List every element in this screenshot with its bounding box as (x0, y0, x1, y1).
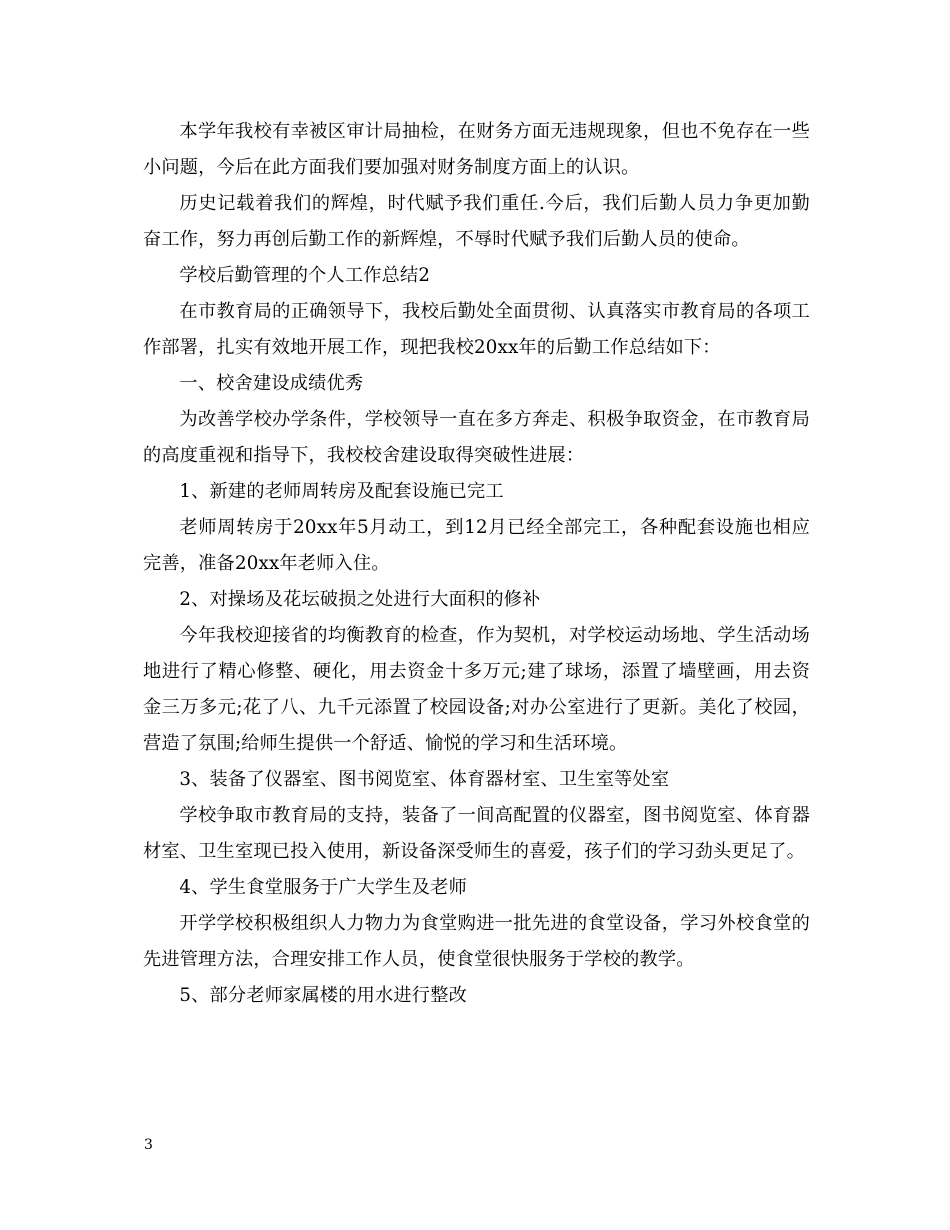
paragraph-intro: 在市教育局的正确领导下，我校后勤处全面贯彻、认真落实市教育局的各项工作部署，扎实有效地开展工作，现把我校20xx年的后勤工作总结如下： (143, 301, 810, 358)
paragraph-audit: 本学年我校有幸被区审计局抽检，在财务方面无违规现象，但也不免存在一些小问题，今后在此方面我们要加强对财务制度方面上的认识。 (143, 121, 810, 178)
paragraph-building: 为改善学校办学条件，学校领导一直在多方奔走、积极争取资金，在市教育局的高度重视和指导下，我校校舍建设取得突破性进展： (143, 409, 810, 466)
document-body (143, 114, 810, 1014)
paragraph-history: 历史记载着我们的辉煌，时代赋予我们重任.今后，我们后勤人员力争更加勤奋工作，努力再创后勤工作的新辉煌，不辱时代赋予我们后勤人员的使命。 (143, 193, 810, 250)
page-number: 3 (144, 1137, 153, 1153)
heading-school-building: 一、校舍建设成绩优秀 (179, 373, 364, 394)
item-1-text: 老师周转房于20xx年5月动工，到12月已经全部完工，各种配套设施也相应完善，准备20xx年老师入住。 (143, 517, 810, 574)
item-4-text: 开学学校积极组织人力物力为食堂购进一批先进的食堂设备，学习外校食堂的先进管理方法，合理安排工作人员，使食堂很快服务于学校的教学。 (143, 913, 810, 970)
item-3-heading: 3、装备了仪器室、图书阅览室、体育器材室、卫生室等处室 (179, 769, 670, 790)
item-2-text: 今年我校迎接省的均衡教育的检查，作为契机，对学校运动场地、学生活动场地进行了精心修整、硬化，用去资金十多万元;建了球场，添置了墙壁画，用去资金三万多元;花了八、九千元添置了校园设备;对办公室进行了更新。美化了校园，营造了氛围;给师生提供一个舒适、愉悦的学习和生活环境。 (143, 625, 810, 754)
item-1-heading: 1、新建的老师周转房及配套设施已完工 (179, 481, 504, 502)
item-5-heading: 5、部分老师家属楼的用水进行整改 (179, 985, 467, 1006)
item-3-text: 学校争取市教育局的支持，装备了一间高配置的仪器室，图书阅览室、体育器材室、卫生室现已投入使用，新设备深受师生的喜爱，孩子们的学习劲头更足了。 (143, 805, 810, 862)
section-title: 学校后勤管理的个人工作总结2 (179, 265, 431, 286)
item-4-heading: 4、学生食堂服务于广大学生及老师 (179, 877, 467, 898)
item-2-heading: 2、对操场及花坛破损之处进行大面积的修补 (179, 589, 541, 610)
